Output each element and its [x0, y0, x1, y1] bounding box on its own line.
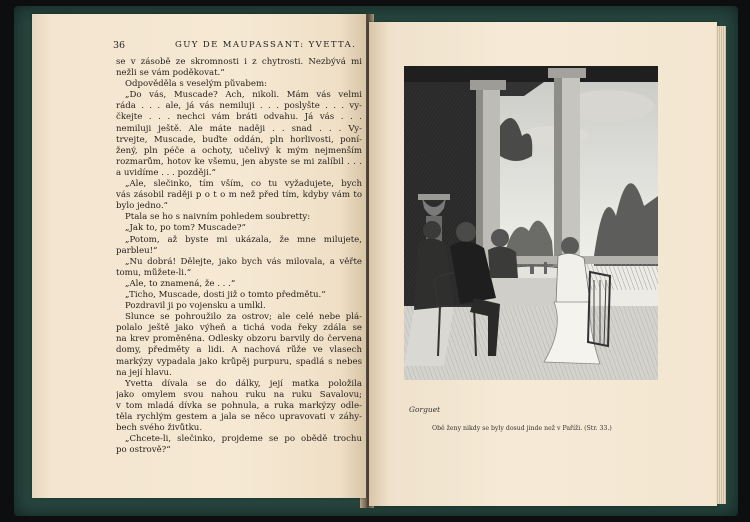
text-line: nemiluji ještě. Ale máte naději . . snad . . . Vy- — [116, 123, 362, 134]
text-line: těla rychlým gestem a jala se něco upravovati v záhy- — [116, 412, 362, 422]
text-line: „Potom, až byste mi ukázala, že mne milujete, — [125, 234, 362, 245]
text-line: „Ale, slečinko, tím vším, co tu vyžadujete, bych — [125, 179, 362, 190]
running-head: GUY DE MAUPASSANT: YVETTA. — [175, 40, 357, 50]
text-line: Pozdravil ji po vojensku a umlkl. — [125, 301, 266, 312]
text-line: domy, předměty a lidi. A nachová růže ve vlasech — [116, 345, 362, 356]
text-line: tomu, můžete-li.“ — [116, 267, 192, 278]
text-line: „Ticho, Muscade, dosti již o tomto předmětu.“ — [125, 289, 326, 300]
page-edges — [716, 26, 726, 504]
text-line: jako omylem svou nahou ruku na ruku Savalovu; — [116, 389, 362, 400]
text-line: polalo ještě jako výheň a tichá voda řeky zdála se — [116, 323, 362, 334]
body-text — [116, 57, 362, 457]
artist-signature: Gorguet — [409, 405, 441, 414]
text-line: ráda . . . ale, já vás nemiluji . . . poslyšte . . . vy- — [116, 101, 362, 112]
text-line: Yvetta dívala se do dálky, její matka položila — [125, 378, 362, 389]
text-line: na krev proměněna. Odlesky obzoru barvily do červena — [116, 334, 362, 345]
text-line: „Do vás, Muscade? Ach, nikoli. Mám vás velmi — [125, 90, 362, 101]
text-line: žený, pln péče a ochoty, učelivý k mým nejmenším — [116, 145, 362, 156]
text-line: parbleu!“ — [116, 245, 158, 256]
text-line: Ptala se ho s naivním pohledem soubretty: — [125, 212, 311, 223]
text-line: po ostrově?“ — [116, 445, 171, 456]
text-line: Slunce se pohroužilo za ostrov; ale celé nebe plá- — [125, 312, 362, 323]
text-line: čkejte . . . nechci vám bráti odvahu. Já vás . . . — [116, 112, 362, 123]
text-line: „Chcete-li, slečinko, projdeme se po obědě trochu — [125, 434, 362, 445]
text-line: nežli se vám poděkovat.“ — [116, 68, 225, 79]
text-line: rozmarům, hotov ke všemu, jen abyste se mi zalíbil . . . — [116, 156, 362, 167]
text-line: v tom mladá dívka se pohnula, a ruka markýzy odle- — [116, 400, 362, 411]
text-line: markýzy vypadala jako krůpěj purpuru, spadlá s nebes — [116, 356, 362, 367]
text-line: „Nu dobrá! Dělejte, jako bych vás milovala, a věřte — [125, 256, 362, 267]
text-line: se v zásobě ze skromnosti i z chytrosti. Nezbývá mi — [116, 57, 362, 67]
text-line: na její hlavu. — [116, 367, 172, 378]
text-line: „Jak to, po tom? Muscade?“ — [125, 223, 246, 234]
text-line: Odpověděla s veselým půvabem: — [125, 79, 268, 90]
text-line: bylo jedno.“ — [116, 201, 168, 212]
text-line: a uvidíme . . . později.“ — [116, 167, 216, 178]
text-line: vás zásobil raději p o t o m než před tím, kdyby vám to — [116, 190, 362, 201]
page-number: 36 — [113, 40, 126, 51]
text-line: bech svého živůtku. — [116, 423, 203, 434]
illustration-caption: Obě ženy nikdy se byly dosud jinde než v Paříži. (Str. 33.) — [432, 425, 612, 432]
engraving-terrace-scene — [404, 66, 658, 380]
text-line: „Ale, to znamená, že . . .“ — [125, 278, 236, 289]
illustration — [404, 66, 658, 380]
text-line: trvejte, Muscade, buďte oddán, pln horlivosti, poní- — [116, 134, 362, 145]
